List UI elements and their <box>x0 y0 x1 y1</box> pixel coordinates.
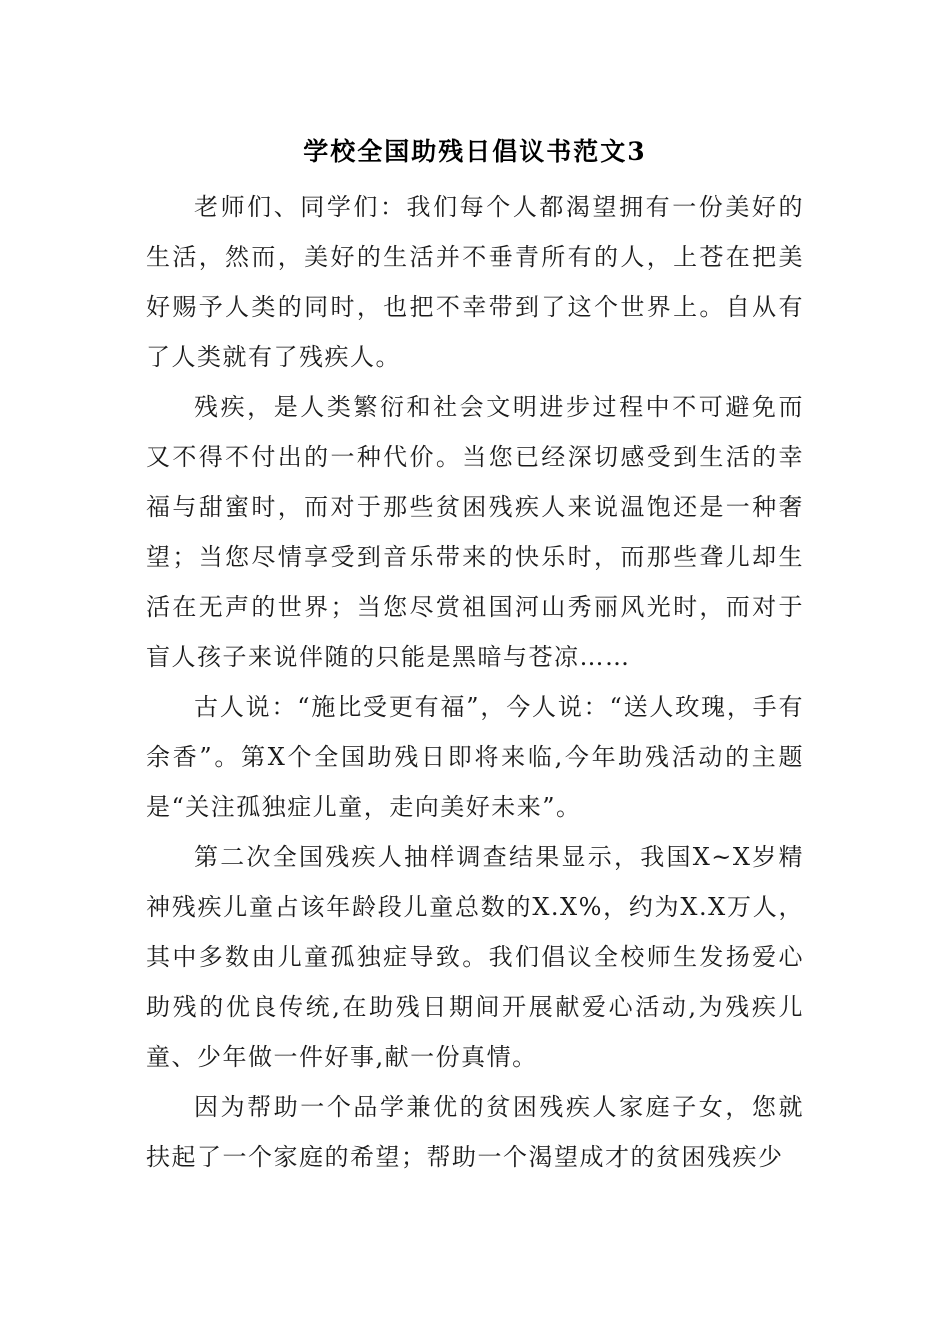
paragraph-help: 因为帮助一个品学兼优的贫困残疾人家庭子女，您就扶起了一个家庭的希望；帮助一个渴望成才的贫困残疾少 <box>146 1093 804 1171</box>
paragraph-greeting: 老师们、同学们：我们每个人都渴望拥有一份美好的生活，然而，美好的生活并不垂青所有的人，上苍在把美好赐予人类的同时，也把不幸带到了这个世界上。自从有了人类就有了残疾人。 <box>146 193 804 371</box>
document-title: 学校全国助残日倡议书范文3 <box>303 137 647 166</box>
paragraph-theme: 古人说：“施比受更有福”，今人说：“送人玫瑰，手有余香”。第X个全国助残日即将来临,今年助残活动的主题是“关注孤独症儿童，走向美好未来”。 <box>146 693 804 821</box>
paragraph-survey: 第二次全国残疾人抽样调查结果显示，我国X~X岁精神残疾儿童占该年龄段儿童总数的X.X%，约为X.X万人，其中多数由儿童孤独症导致。我们倡议全校师生发扬爱心助残的优良传统,在助残日期间开展献爱心活动,为残疾儿童、少年做一件好事,献一份真情。 <box>146 843 804 1071</box>
document-body <box>146 182 804 1182</box>
paragraph-disability-cost: 残疾，是人类繁衍和社会文明进步过程中不可避免而又不得不付出的一种代价。当您已经深切感受到生活的幸福与甜蜜时，而对于那些贫困残疾人来说温饱还是一种奢望；当您尽情享受到音乐带来的快乐时，而那些聋儿却生活在无声的世界；当您尽赏祖国河山秀丽风光时，而对于盲人孩子来说伴随的只能是黑暗与苍凉…… <box>146 393 804 671</box>
